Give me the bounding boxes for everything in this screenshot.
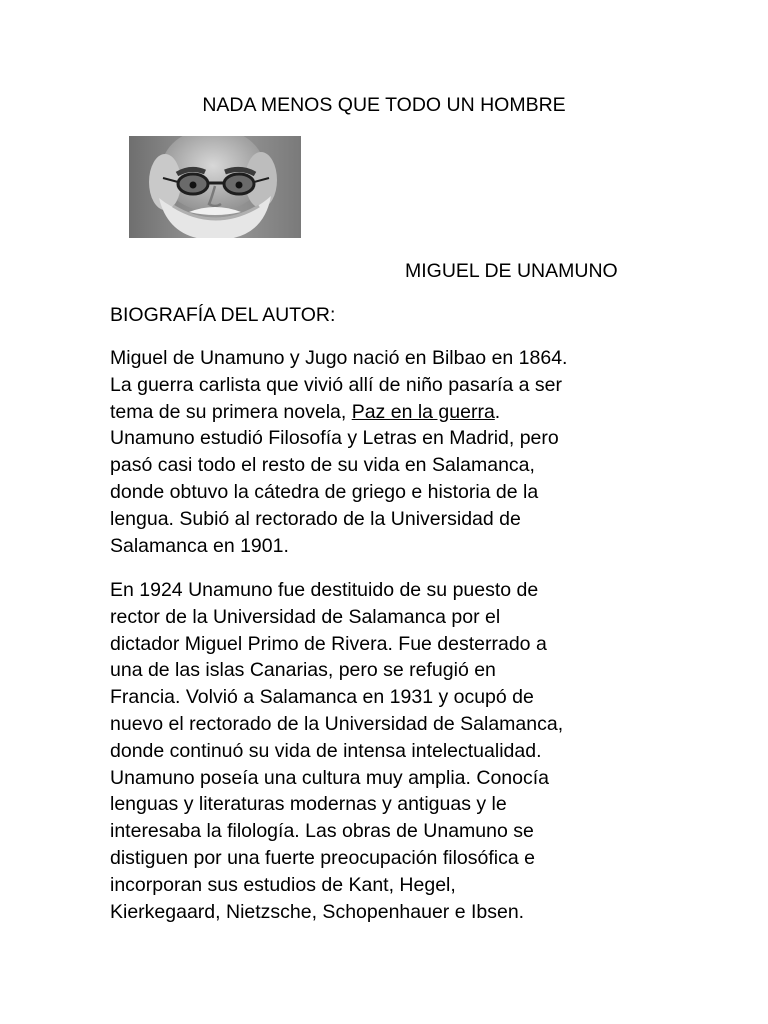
paragraph-line: nuevo el rectorado de la Universidad de Salamanca,: [110, 712, 564, 735]
paragraph-line: Salamanca en 1901.: [110, 534, 289, 557]
paragraph-line: Miguel de Unamuno y Jugo nació en Bilbao en 1864.: [110, 347, 568, 369]
paragraph-line: una de las islas Canarias, pero se refugió en: [110, 659, 496, 682]
paragraph-line: [110, 399, 670, 426]
paragraph-line: distiguen por una fuerte preocupación filosófica e: [110, 846, 535, 869]
paragraph-line: Francia. Volvió a Salamanca en 1931 y ocupó de: [110, 686, 534, 709]
document-title: NADA MENOS QUE TODO UN HOMBRE: [202, 94, 566, 116]
paragraph-line: rector de la Universidad de Salamanca por el: [110, 605, 501, 628]
paragraph-line: Kierkegaard, Nietzsche, Schopenhauer e Ibsen.: [110, 900, 525, 923]
author-name: MIGUEL DE UNAMUNO: [405, 260, 618, 282]
biography-paragraph-1: [110, 345, 670, 559]
paragraph-line: Unamuno estudió Filosofía y Letras en Madrid, pero: [110, 427, 559, 450]
paragraph-line: lenguas y literaturas modernas y antiguas y le: [110, 793, 507, 816]
section-heading: BIOGRAFÍA DEL AUTOR:: [110, 304, 336, 326]
author-portrait-icon: [129, 136, 301, 238]
paragraph-line: incorporan sus estudios de Kant, Hegel,: [110, 873, 456, 896]
biography-paragraph-2: [110, 577, 670, 925]
paragraph-line: pasó casi todo el resto de su vida en Salamanca,: [110, 454, 535, 477]
novel-title-link[interactable]: Paz en la guerra: [351, 400, 495, 423]
paragraph-line: Unamuno poseía una cultura muy amplia. Conocía: [110, 766, 549, 789]
paragraph-line: En 1924 Unamuno fue destituido de su puesto de: [110, 579, 539, 601]
paragraph-line: interesaba la filología. Las obras de Unamuno se: [110, 820, 534, 843]
paragraph-line: donde continuó su vida de intensa intelectualidad.: [110, 739, 542, 762]
paragraph-line: dictador Miguel Primo de Rivera. Fue desterrado a: [110, 632, 547, 655]
line-text: .: [494, 400, 501, 423]
line-text: tema de su primera novela,: [110, 400, 352, 423]
paragraph-line: donde obtuvo la cátedra de griego e historia de la: [110, 480, 539, 503]
paragraph-line: La guerra carlista que vivió allí de niño pasaría a ser: [110, 373, 563, 396]
paragraph-line: lengua. Subió al rectorado de la Universidad de: [110, 507, 521, 530]
